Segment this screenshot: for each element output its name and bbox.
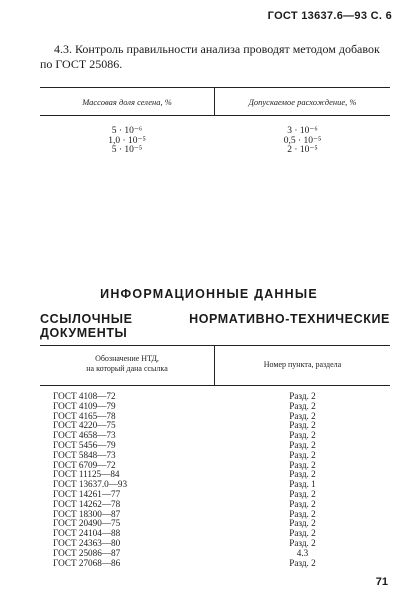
- page-number: 71: [375, 576, 388, 588]
- document-header: ГОСТ 13637.6—93 С. 6: [267, 10, 392, 22]
- table-row-doc: ГОСТ 24363—80: [53, 537, 121, 548]
- table-row-doc: ГОСТ 4220—75: [53, 420, 116, 431]
- table-row-doc: ГОСТ 5848—73: [53, 449, 116, 460]
- table-row-ref: Разд. 1: [289, 479, 316, 490]
- table1-header-rule: [40, 115, 390, 116]
- table-row-doc: ГОСТ 20490—75: [53, 518, 121, 529]
- table-row-doc: ГОСТ 24104—88: [53, 528, 121, 539]
- table-row-ref: Разд. 2: [289, 469, 316, 480]
- table2-col1-header-line1: Обозначение НТД,: [95, 354, 159, 363]
- table-row-ref: Разд. 2: [289, 420, 316, 431]
- table-cell: 0,5 · 10⁻⁵: [283, 135, 322, 146]
- table2-top-rule: [40, 345, 390, 346]
- table-row-ref: Разд. 2: [289, 439, 316, 450]
- table1-top-rule: [40, 87, 390, 88]
- table1-col2-header: Допускаемое расхождение, %: [248, 97, 357, 107]
- table2-col1-header: [40, 354, 214, 374]
- table-row-doc: ГОСТ 14262—78: [53, 498, 121, 509]
- table-row-ref: Разд. 2: [289, 508, 316, 519]
- table-row-doc: ГОСТ 25086—87: [53, 547, 121, 558]
- table1-col2-values: [215, 127, 390, 156]
- section-subtitle: ССЫЛОЧНЫЕ НОРМАТИВНО-ТЕХНИЧЕСКИЕ ДОКУМЕНТЫ: [40, 312, 390, 340]
- table-row-doc: ГОСТ 11125—84: [53, 469, 120, 480]
- table2-header-rule: [40, 385, 390, 386]
- table-cell: 2 · 10⁻⁵: [287, 145, 318, 155]
- table-row-ref: Разд. 2: [289, 557, 316, 568]
- table-row-doc: ГОСТ 14261—77: [53, 488, 121, 499]
- table-row-ref: Разд. 2: [289, 518, 316, 529]
- table-row-ref: 4.3: [296, 547, 309, 558]
- table-row-ref: Разд. 2: [289, 528, 316, 539]
- table-row-ref: Разд. 2: [289, 488, 316, 499]
- table-row-doc: ГОСТ 4165—78: [53, 410, 116, 421]
- table-row-ref: Разд. 2: [289, 459, 316, 470]
- section-title: ИНФОРМАЦИОННЫЕ ДАННЫЕ: [100, 287, 318, 301]
- table1-col1-header: Массовая доля селена, %: [82, 97, 172, 107]
- table-row-ref: Разд. 2: [289, 498, 316, 509]
- table-row-doc: ГОСТ 27068—86: [53, 557, 121, 568]
- table-row-ref: Разд. 2: [289, 430, 316, 441]
- table-row-doc: ГОСТ 4658—73: [53, 430, 116, 441]
- table2-ref-column: [215, 392, 390, 568]
- table-row-doc: ГОСТ 4109—79: [53, 400, 116, 411]
- table-row-ref: Разд. 2: [289, 537, 316, 548]
- table-row-ref: Разд. 2: [289, 449, 316, 460]
- table-cell: 5 · 10⁻⁶: [111, 126, 143, 136]
- table2-doc-column: [53, 392, 203, 568]
- table-row-ref: Разд. 2: [289, 410, 316, 421]
- paragraph-4-3: 4.3. Контроль правильности анализа проводят методом добавок по ГОСТ 25086.: [40, 42, 380, 71]
- table2-col2-header: Номер пункта, раздела: [263, 360, 342, 369]
- table-row-doc: ГОСТ 18300—87: [53, 508, 121, 519]
- table-cell: 3 · 10⁻⁶: [287, 126, 318, 136]
- table-row-doc: ГОСТ 6709—72: [53, 459, 116, 470]
- table-row-doc: ГОСТ 13637.0—93: [53, 479, 128, 490]
- table-row-doc: ГОСТ 5456—79: [53, 439, 116, 450]
- table-row-ref: Разд. 2: [289, 400, 316, 411]
- table2-col1-header-line2: на который дана ссылка: [86, 364, 168, 373]
- table-cell: 1,0 · 10⁻⁵: [108, 135, 146, 146]
- table1-col1-values: [40, 127, 214, 156]
- table-row-doc: ГОСТ 4108—72: [53, 391, 116, 401]
- table-cell: 5 · 10⁻⁵: [111, 145, 143, 155]
- table-row-ref: Разд. 2: [289, 391, 316, 401]
